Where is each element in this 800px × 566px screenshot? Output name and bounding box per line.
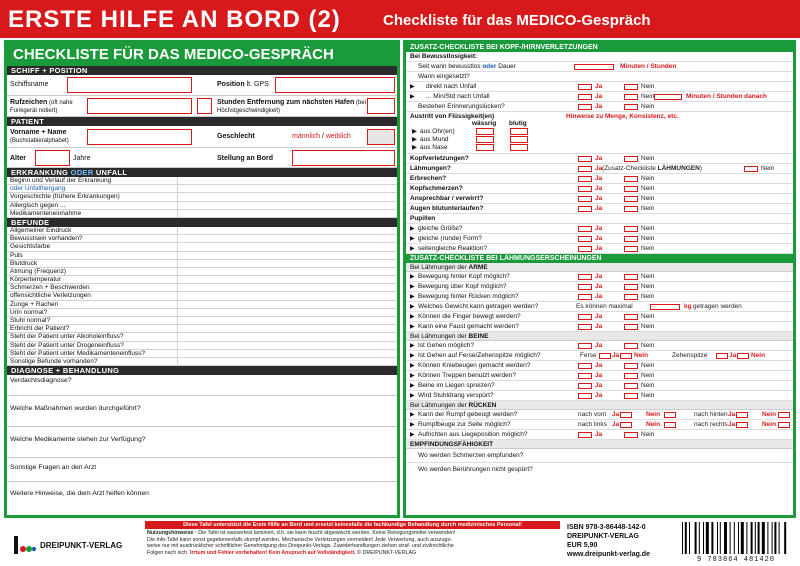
zehen-ja-checkbox[interactable] [716, 353, 728, 359]
barcode-bar [685, 522, 687, 554]
kopf-row: Augen blutunterlaufen? Ja Nein [406, 204, 793, 214]
section-patient-head: PATIENT [7, 117, 397, 126]
ja-checkbox[interactable] [578, 432, 592, 438]
diagnose-item: Welche Medikamente stehen zur Verfügung? [7, 427, 397, 458]
header-bar [0, 0, 800, 38]
beine-row: ▶ Ist Gehen auf Ferse/Zehenspitze möglich? Ferse Ja Nein Zehenspitze Ja Nein [406, 351, 793, 361]
kopf-nein-checkbox[interactable] [624, 206, 638, 212]
nein-checkbox[interactable] [778, 412, 790, 418]
section-diagnose-head: DIAGNOSE + BEHANDLUNG [7, 366, 397, 375]
diagnose-item: Sonstige Fragen an den Arzt [7, 458, 397, 482]
gewicht-input[interactable] [650, 304, 680, 310]
arme-row: ▶ Können die Finger bewegt werden? Ja Nein [406, 312, 793, 322]
usage-notes: Nutzungshinweise - Die Tafel ist wasserfest laminiert, d.h. sie kann feucht abgewischt werden. Keine Reinigungsmittel verwenden! Die Info-Tafel kann sonst gegebenenfalls stumpf werden. Mechanische Verletzungen vermeiden! Jede Verwertung, auch auszugs- weise nur mit ausdrücklicher schriftlicher Genehmigung des Dreipunkt-Verlags. Zuwiderhandlungen ziehen straf- und zivilrechtliche Folgen nach sich. Irrtum und Fehler vorbehalten! Kein Anspruch auf Vollständigkeit. © DREIPUNKT-VERLAG [147, 530, 456, 556]
list-item: Steht der Patient unter Drogeneinfluss? [7, 342, 397, 350]
arrow-icon: ▶ [412, 136, 417, 143]
ja-checkbox[interactable] [578, 274, 592, 280]
list-item: Bewusstsein vorhanden? [7, 235, 397, 243]
jahre-label: Jahre [73, 155, 91, 162]
pupillen-row: ▶ gleiche Größe? Ja Nein [406, 224, 793, 234]
list-item: Vorgeschichte (frühere Erkrankungen) [7, 193, 397, 201]
erinner-row: Bestehen Erinnerungslücken? Ja Nein [406, 102, 793, 112]
ja-checkbox[interactable] [620, 422, 632, 428]
vorname-label: Vorname + Name (Buchstabieralphabet) [10, 129, 69, 144]
nein-checkbox[interactable] [624, 284, 638, 290]
list-item: Atmung (Frequenz) [7, 268, 397, 276]
stellung-input[interactable] [292, 150, 395, 166]
barcode-bar [779, 522, 780, 554]
nein-checkbox[interactable] [624, 226, 638, 232]
diagnose-item: Weitere Hinweise, die dem Arzt helfen können [10, 490, 149, 498]
list-item: Gesichtsfarbe [7, 243, 397, 251]
nein-checkbox[interactable] [624, 246, 638, 252]
beine-row: ▶ Wird Stuhldrang verspürt? Ja Nein [406, 391, 793, 401]
page-title: ERSTE HILFE AN BORD (2) [8, 6, 341, 33]
page-subtitle: Checkliste für das MEDICO-Gespräch [383, 12, 651, 29]
arrow-icon: ▶ [410, 294, 415, 300]
barcode-bar [720, 522, 721, 554]
ja-checkbox[interactable] [736, 422, 748, 428]
ruecken-row: ▶ Rumpfbeuge zur Seite möglich? nach links Ja Nein nach rechts Ja Nein [406, 420, 793, 430]
ruecken-row: ▶ Kann der Rumpf gebeugt werden? nach vorn Ja Nein nach hinten Ja Nein [406, 410, 793, 420]
arrow-icon: ▶ [410, 422, 415, 428]
kopf-row: Kopfschmerzen? Ja Nein [406, 184, 793, 194]
arrow-icon: ▶ [410, 432, 415, 438]
barcode-bar [741, 522, 744, 554]
arme-row: ▶ Welches Gewicht kann getragen werden? Es können maximal kg getragen werden [406, 302, 793, 312]
arme-row: ▶ Bewegung über Kopf möglich? Ja Nein [406, 282, 793, 292]
dots-logo-icon [14, 536, 36, 554]
erkrankung-list [7, 177, 397, 218]
empf-row: Wo werden Berührungen nicht gespürt? [418, 466, 533, 473]
barcode-bar [772, 522, 773, 554]
ja-checkbox[interactable] [578, 324, 592, 330]
arrow-icon: ▶ [410, 226, 415, 232]
rufzeichen-input[interactable] [87, 98, 192, 114]
schiff-row-2 [7, 96, 397, 117]
nein-checkbox[interactable] [624, 294, 638, 300]
erinner-nein-checkbox[interactable] [624, 104, 638, 110]
list-item: offensichtliche Verletzungen [7, 292, 397, 300]
barcode-bar [746, 522, 747, 554]
mund-waessrig-checkbox[interactable] [476, 136, 494, 143]
nein-checkbox[interactable] [624, 343, 638, 349]
barcode-bar [784, 522, 786, 554]
ruecken-rows [406, 410, 793, 440]
kopf-rows [406, 154, 793, 214]
beine-rows [406, 341, 793, 401]
arrow-icon: ▶ [410, 412, 415, 418]
nase-blutig-checkbox[interactable] [510, 144, 528, 151]
schiffsname-label: Schiffsname [10, 81, 49, 88]
bewusst-row: Bei Bewusstlosigkeit: [406, 52, 793, 62]
ja-checkbox[interactable] [578, 363, 592, 369]
patient-row-1 [7, 126, 397, 148]
ruecken-subhead: Bei Lähmungen der RÜCKEN [406, 401, 793, 410]
barcode-bar [758, 522, 760, 554]
direkt-nein-checkbox[interactable] [624, 84, 638, 90]
arrow-icon: ▶ [410, 363, 415, 369]
rufzeichen-label: Rufzeichen (oft nahe Funkgerät notiert) [10, 99, 73, 114]
kopf-row: Lähmungen? Ja (Zusatz-Checkliste LÄHMUNGEN) Nein [406, 164, 793, 174]
zehen-nein-checkbox[interactable] [737, 353, 749, 359]
ja-checkbox[interactable] [578, 373, 592, 379]
nase-waessrig-checkbox[interactable] [476, 144, 494, 151]
list-item: Urin normal? [7, 309, 397, 317]
kopf-ja-checkbox[interactable] [578, 176, 592, 182]
arrow-icon: ▶ [410, 324, 415, 330]
arme-row: ▶ Kann eine Faust gemacht werden? Ja Nein [406, 322, 793, 332]
barcode-bar [703, 522, 704, 554]
position-label: Position lt. GPS [217, 81, 269, 88]
list-item: Allgemeiner Eindruck [7, 227, 397, 235]
logo-text: DREIPUNKT-VERLAG [40, 541, 123, 550]
barcode-bar [774, 522, 776, 554]
arrow-icon: ▶ [412, 144, 417, 151]
arrow-icon: ▶ [410, 246, 415, 252]
right-checklist-panel [403, 40, 796, 518]
barcode-bar [724, 522, 727, 554]
list-item: Blutdruck [7, 260, 397, 268]
minstd-row: ▶ ... Min/Std nach Unfall Ja Nein Minuten / Stunden danach [406, 92, 793, 102]
beine-row: ▶ Können Kniebeugen gemacht werden? Ja Nein [406, 361, 793, 371]
barcode-icon [678, 522, 794, 554]
name-input[interactable] [87, 129, 192, 145]
arrow-icon: ▶ [410, 314, 415, 320]
barcode-bar [711, 522, 713, 554]
list-item: Puls [7, 252, 397, 260]
list-item: Sonstige Befunde vorhanden? [7, 358, 397, 366]
barcode-number: 9 783864 481420 [696, 556, 775, 564]
kopf-ja-checkbox[interactable] [578, 186, 592, 192]
nein-checkbox[interactable] [624, 432, 638, 438]
barcode [678, 522, 794, 562]
isbn-block [567, 523, 650, 559]
beine-row: ▶ Können Treppen benutzt werden? Ja Nein [406, 371, 793, 381]
geschlecht-options: männlich / weiblich [292, 133, 351, 140]
diagnose-item: Verdachtsdiagnose? [7, 375, 397, 396]
direkt-ja-checkbox[interactable] [578, 84, 592, 90]
isbn-text: ISBN 978-3-86448-142-0 [567, 524, 646, 531]
minstd-input[interactable] [654, 94, 682, 100]
patient-row-2 [7, 148, 397, 168]
erinner-ja-checkbox[interactable] [578, 104, 592, 110]
stunden-input[interactable] [367, 98, 395, 114]
ja-checkbox[interactable] [578, 314, 592, 320]
nein-checkbox[interactable] [624, 314, 638, 320]
barcode-bar [695, 522, 697, 554]
arrow-icon: ▶ [410, 373, 415, 379]
beine-row: ▶ Ist Gehen möglich? Ja Nein [406, 341, 793, 351]
minstd-ja-checkbox[interactable] [578, 94, 592, 100]
left-checklist-panel [4, 40, 400, 518]
kopf-nein-checkbox[interactable] [624, 176, 638, 182]
list-item: oder Unfallhergang [7, 185, 397, 193]
nein-checkbox[interactable] [664, 412, 676, 418]
kopf-ja-checkbox[interactable] [578, 166, 592, 172]
seit-wann-row: Seit wann bewusstlos oder Dauer Minuten / Stunden [406, 62, 793, 72]
ohr-blutig-checkbox[interactable] [510, 128, 528, 135]
arrow-icon: ▶ [410, 304, 415, 310]
barcode-bar [730, 522, 731, 554]
nein-checkbox[interactable] [624, 393, 638, 399]
list-item: Steht der Patient unter Alkoholeinfluss? [7, 333, 397, 341]
befunde-list [7, 227, 397, 366]
arrow-icon: ▶ [410, 84, 415, 90]
diagnose-item: Welche Maßnahmen wurden durchgeführt? [7, 396, 397, 427]
kopf-row: Kopfverletzungen? Ja Nein [406, 154, 793, 164]
kopf-nein-checkbox[interactable] [624, 186, 638, 192]
barcode-bar [755, 522, 756, 554]
barcode-bar [689, 522, 690, 554]
lahm-checklist-head: ZUSATZ-CHECKLISTE BEI LÄHMUNGSERSCHEINUNGEN [406, 254, 793, 263]
ja-checkbox[interactable] [578, 383, 592, 389]
list-item: Zunge + Rachen [7, 301, 397, 309]
ja-checkbox[interactable] [578, 226, 592, 232]
mund-blutig-checkbox[interactable] [510, 136, 528, 143]
disclaimer-bar: Diese Tafel unterstützt die Erste Hilfe an Bord und ersetzt keinesfalls die fachkundige Behandlung durch medizinisches Personal! [145, 521, 560, 529]
barcode-bar [682, 522, 683, 554]
arrow-icon: ▶ [410, 383, 415, 389]
arrow-icon: ▶ [410, 343, 415, 349]
austritt-block: Austritt von Flüssigkeit(en) Hinweise zu Menge, Konsistenz, etc. wässrig blutig ▶ aus Ohr(en) ▶ aus Mund ▶ aus Nase [406, 112, 793, 154]
barcode-bar [762, 522, 765, 554]
list-item: Medikamenteneinnahme [7, 210, 397, 218]
list-item: Körpertemperatur [7, 276, 397, 284]
kopf-checklist-head: ZUSATZ-CHECKLISTE BEI KOPF-/HIRNVERLETZUNGEN [406, 43, 793, 52]
pupillen-row: ▶ seitengleiche Reaktion? Ja Nein [406, 244, 793, 254]
barcode-bar [699, 522, 700, 554]
arme-row: ▶ Bewegung hinter Rücken möglich? Ja Nein [406, 292, 793, 302]
arrow-icon: ▶ [410, 393, 415, 399]
nein-checkbox[interactable] [624, 383, 638, 389]
schiff-row-1 [7, 75, 397, 96]
nein-checkbox[interactable] [624, 373, 638, 379]
minstd-nein-checkbox[interactable] [624, 94, 638, 100]
alter-label: Alter [10, 155, 26, 162]
left-panel-title: CHECKLISTE FÜR DAS MEDICO-GESPRÄCH [7, 43, 397, 66]
publisher-logo [14, 533, 139, 557]
list-item: Beginn und Verlauf der Erkrankung [7, 177, 397, 185]
section-erkrankung-head: ERKRANKUNG ODER UNFALL [7, 168, 397, 177]
barcode-bar [734, 522, 735, 554]
list-item: Erbricht der Patient? [7, 325, 397, 333]
ja-checkbox[interactable] [578, 343, 592, 349]
nein-checkbox[interactable] [624, 274, 638, 280]
rufzeichen-extra-input[interactable] [197, 98, 212, 114]
nein-checkbox[interactable] [624, 363, 638, 369]
arrow-icon: ▶ [410, 94, 415, 100]
ja-checkbox[interactable] [578, 284, 592, 290]
stellung-label: Stellung an Bord [217, 155, 273, 162]
list-item: Schmerzen + Beschwerden [7, 284, 397, 292]
kopf-row: Erbrechen? Ja Nein [406, 174, 793, 184]
ja-checkbox[interactable] [620, 412, 632, 418]
arme-rows [406, 272, 793, 332]
pupillen-row: Pupillen [406, 214, 793, 224]
dauer-input[interactable] [574, 64, 614, 70]
nein-checkbox[interactable] [664, 422, 676, 428]
nein-checkbox[interactable] [624, 236, 638, 242]
kopf-ja-checkbox[interactable] [578, 206, 592, 212]
pupillen-row: ▶ gleiche (runde) Form? Ja Nein [406, 234, 793, 244]
verlag-text: DREIPUNKT-VERLAG [567, 533, 639, 540]
kopf-ja-checkbox[interactable] [578, 196, 592, 202]
nein-checkbox[interactable] [778, 422, 790, 428]
wann-row: Wann eingesetzt? [406, 72, 793, 82]
arrow-icon: ▶ [410, 274, 415, 280]
direkt-row: ▶ direkt nach Unfall Ja Nein [406, 82, 793, 92]
geschlecht-label: Geschlecht [217, 133, 255, 140]
geschlecht-input[interactable] [367, 129, 395, 145]
ja-checkbox[interactable] [578, 246, 592, 252]
kopf-nein-checkbox[interactable] [624, 156, 638, 162]
price-text: EUR 5,90 [567, 542, 598, 549]
barcode-bar [738, 522, 739, 554]
stunden-label: Stunden Entfernung zum nächsten Hafen (bei Höchstgeschwindigkeit) [217, 99, 366, 114]
arrow-icon: ▶ [410, 284, 415, 290]
list-item: Stuhl normal? [7, 317, 397, 325]
empf-subhead: EMPFINDUNGSFÄHIGKEIT [406, 440, 793, 449]
ja-checkbox[interactable] [736, 412, 748, 418]
list-item: Steht der Patient unter Medikamenteneinfluss? [7, 350, 397, 358]
schiffsname-input[interactable] [67, 77, 192, 93]
barcode-bar [767, 522, 768, 554]
arrow-icon: ▶ [410, 353, 415, 359]
section-befunde-head: BEFUNDE [7, 218, 397, 227]
beine-row: ▶ Beine im Liegen spreizen? Ja Nein [406, 381, 793, 391]
nein-checkbox[interactable] [624, 324, 638, 330]
kopf-nein-checkbox[interactable] [624, 196, 638, 202]
section-schiff-head: SCHIFF + POSITION [7, 66, 397, 75]
kopf-nein-checkbox[interactable] [744, 166, 758, 172]
ruecken-row: ▶ Aufrichten aus Liegeposition möglich? Ja Nein [406, 430, 793, 440]
alter-input[interactable] [35, 150, 70, 166]
ohr-waessrig-checkbox[interactable] [476, 128, 494, 135]
arrow-icon: ▶ [412, 128, 417, 135]
ferse-ja-checkbox[interactable] [599, 353, 611, 359]
kopf-row: Ansprechbar / verwirrt? Ja Nein [406, 194, 793, 204]
website-text: www.dreipunkt-verlag.de [567, 551, 650, 558]
empf-row: Wo werden Schmerzen empfunden? [406, 449, 793, 463]
arrow-icon: ▶ [410, 236, 415, 242]
ferse-nein-checkbox[interactable] [620, 353, 632, 359]
ja-checkbox[interactable] [578, 236, 592, 242]
ja-checkbox[interactable] [578, 393, 592, 399]
beine-subhead: Bei Lähmungen der BEINE [406, 332, 793, 341]
barcode-bar [751, 522, 753, 554]
kopf-ja-checkbox[interactable] [578, 156, 592, 162]
ja-checkbox[interactable] [578, 294, 592, 300]
pupillen-rows [406, 224, 793, 254]
position-input[interactable] [275, 77, 395, 93]
arme-subhead: Bei Lähmungen der ARME [406, 263, 793, 272]
barcode-bar [706, 522, 709, 554]
barcode-bar [717, 522, 718, 554]
list-item: Allergisch gegen ... [7, 202, 397, 210]
arme-row: ▶ Bewegung hinter Kopf möglich? Ja Nein [406, 272, 793, 282]
